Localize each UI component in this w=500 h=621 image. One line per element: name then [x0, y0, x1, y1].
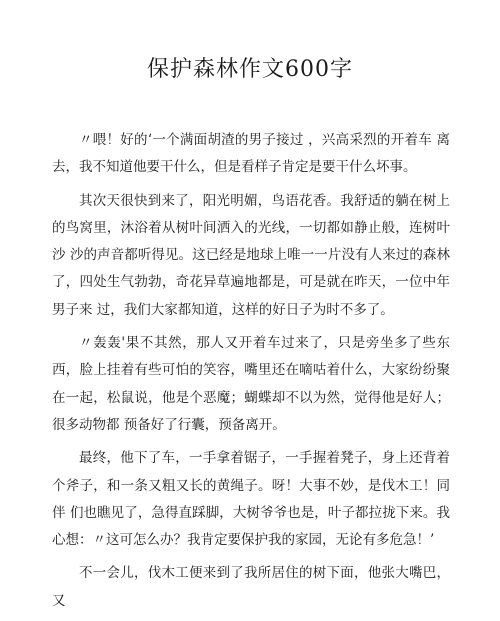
- paragraph-5: 不一会儿，伐木工便来到了我所居住的树下面，他张大嘴巴，又: [52, 565, 450, 609]
- page-title: 保护森林作文600字: [147, 57, 353, 82]
- essay-body: [52, 127, 450, 621]
- paragraph-3: 〃轰轰'果不其然，那人又开着车过来了，只是旁坐多了些东西，脸上挂着有些可怕的笑容，嘴里还在嘀咕着什么，大家纷纷聚在一起，松鼠说，他是个恶魔；蝴蝶却不以为然，觉得他是好人；很多动物都 预备好了行囊，预备离开。: [52, 335, 450, 433]
- paragraph-2: 其次天很快到来了，阳光明媚，鸟语花香。我舒适的躺在树上 的鸟窝里，沐浴着从树叶间洒入的光线，一切都如静止般，连树叶沙 沙的声音都听得见。这已经是地球上唯一一片没有人来过的森林了，四处生气勃勃，奇花异草遍地都是，可是就在昨天，一位中年男子来 过，我们大家都知道，这样的好日子为时不多了。: [52, 192, 450, 318]
- paragraph-1: 〃喂！好的‘一个满面胡渣的男子接过 ，兴高采烈的开着车 离去，我不知道他要干什么，但是看样子肯定是要干什么坏事。: [52, 132, 450, 176]
- paragraph-4: 最终，他下了车，一手拿着锯子，一手握着凳子，身上还背着 个斧子，和一条又粗又长的黄绳子。呀！大事不妙，是伐木工！同伴 们也瞧见了，急得直踩脚，大树爷爷也是，叶子都拉拢下来。我心想：〃这可怎么办？我肯定要保护我的家园，无论有多危急！’: [52, 450, 450, 549]
